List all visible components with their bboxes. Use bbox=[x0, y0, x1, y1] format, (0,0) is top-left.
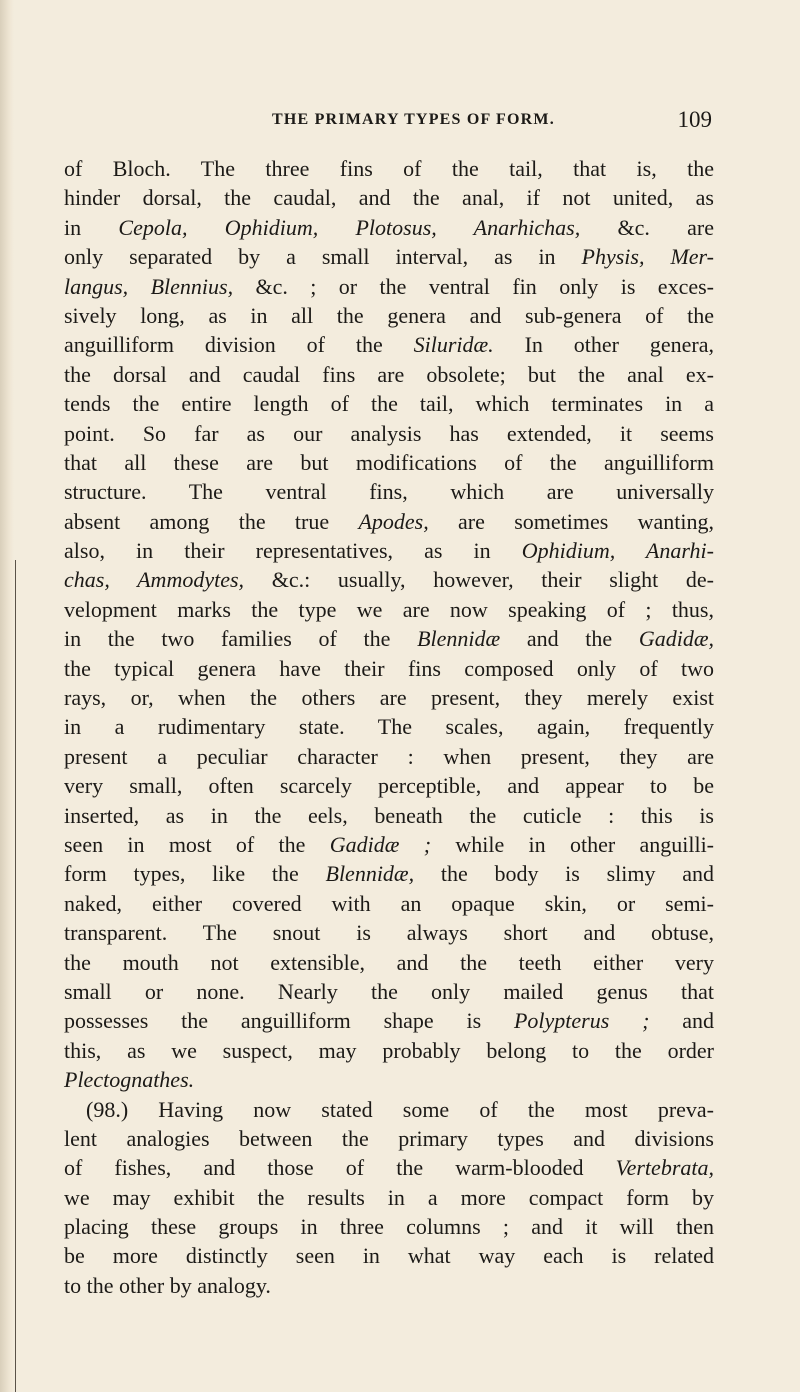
text-line bbox=[64, 183, 714, 212]
text-run: form types, like the bbox=[64, 861, 326, 887]
text-line bbox=[64, 1065, 714, 1094]
text-line bbox=[64, 918, 714, 947]
text-run: this, as we suspect, may probably belong to the order bbox=[64, 1037, 714, 1063]
text-run: and bbox=[649, 1008, 714, 1034]
text-line bbox=[64, 1212, 714, 1241]
text-run: in bbox=[64, 214, 119, 240]
running-head bbox=[272, 107, 712, 137]
text-line bbox=[64, 977, 714, 1006]
text-run: also, in their representatives, as in bbox=[64, 538, 522, 564]
text-line bbox=[64, 771, 714, 800]
text-line bbox=[64, 419, 714, 448]
text-line bbox=[64, 301, 714, 330]
text-run: of Bloch. The three fins of the tail, that is, the bbox=[64, 156, 714, 181]
text-run: while in other anguilli- bbox=[431, 831, 715, 857]
text-run: hinder dorsal, the caudal, and the anal, if not united, as bbox=[64, 185, 714, 211]
text-run: naked, either covered with an opaque skin, or semi- bbox=[64, 890, 714, 916]
text-run: the typical genera have their fins composed only of two bbox=[64, 655, 714, 681]
text-run: transparent. The snout is always short and obtuse, bbox=[64, 920, 714, 946]
text-run: seen in most of the bbox=[64, 831, 330, 857]
italic-text: Vertebrata, bbox=[615, 1155, 714, 1181]
italic-text: Cepola, Ophidium, Plotosus, Anarhichas, bbox=[118, 214, 581, 240]
text-run: very small, often scarcely perceptible, and appear to be bbox=[64, 773, 714, 799]
italic-text: Polypterus ; bbox=[513, 1008, 650, 1034]
text-line bbox=[64, 154, 714, 183]
text-line bbox=[64, 565, 714, 594]
text-line bbox=[64, 1183, 714, 1212]
text-run: point. So far as our analysis has extended, it seems bbox=[64, 420, 714, 446]
text-line bbox=[64, 1271, 714, 1300]
italic-text: Plectognathes. bbox=[64, 1067, 195, 1093]
text-line bbox=[64, 389, 714, 418]
text-line bbox=[64, 330, 714, 359]
text-run: &c. ; or the ventral fin only is exces- bbox=[233, 273, 714, 299]
text-run: to the other by analogy. bbox=[64, 1272, 271, 1298]
text-line bbox=[64, 889, 714, 918]
text-run: structure. The ventral fins, which are universally bbox=[64, 479, 714, 505]
text-run: lent analogies between the primary types and divisions bbox=[64, 1125, 714, 1151]
text-run: rays, or, when the others are present, they merely exist bbox=[64, 685, 714, 711]
italic-text: Blennidæ bbox=[417, 626, 501, 652]
text-line bbox=[64, 360, 714, 389]
text-line bbox=[64, 830, 714, 859]
text-line bbox=[64, 507, 714, 536]
text-run: in the two families of the bbox=[64, 626, 418, 652]
text-run: the dorsal and caudal fins are obsolete; but the anal ex- bbox=[64, 361, 714, 387]
text-line bbox=[64, 595, 714, 624]
text-run: the body is slimy and bbox=[414, 861, 714, 887]
text-run: that all these are but modifications of the anguilliform bbox=[64, 449, 714, 475]
text-line bbox=[64, 1095, 714, 1124]
paragraph bbox=[64, 1095, 714, 1301]
text-line bbox=[64, 242, 714, 271]
text-run: anguilliform division of the bbox=[64, 332, 414, 358]
page-number: 109 bbox=[677, 107, 712, 132]
text-line bbox=[64, 1153, 714, 1182]
text-run: (98.) Having now stated some of the most preva- bbox=[86, 1096, 714, 1122]
text-line bbox=[64, 272, 714, 301]
text-run: and the bbox=[500, 626, 639, 652]
text-line bbox=[64, 859, 714, 888]
text-run: tends the entire length of the tail, which terminates in a bbox=[64, 391, 714, 417]
page-edge-line bbox=[15, 560, 16, 1392]
italic-text: Siluridæ. bbox=[413, 332, 494, 358]
text-line bbox=[64, 1036, 714, 1065]
italic-text: chas, Ammodytes, bbox=[64, 567, 245, 593]
italic-text: langus, Blennius, bbox=[64, 273, 234, 299]
text-line bbox=[64, 683, 714, 712]
text-run: present a peculiar character : when present, they are bbox=[64, 743, 714, 769]
running-title: THE PRIMARY TYPES OF FORM. bbox=[272, 111, 555, 128]
italic-text: Ophidium, Anarhi- bbox=[521, 538, 714, 564]
text-run: are sometimes wanting, bbox=[428, 508, 714, 534]
page-edge-shadow bbox=[0, 0, 14, 1392]
text-line bbox=[64, 742, 714, 771]
text-run: absent among the true bbox=[64, 508, 359, 534]
text-run: we may exhibit the results in a more compact form by bbox=[64, 1184, 714, 1210]
text-line bbox=[64, 712, 714, 741]
text-run: velopment marks the type we are now speaking of ; thus, bbox=[64, 596, 714, 622]
text-line bbox=[64, 477, 714, 506]
text-line bbox=[64, 801, 714, 830]
text-run: inserted, as in the eels, beneath the cuticle : this is bbox=[64, 802, 714, 828]
text-run: small or none. Nearly the only mailed genus that bbox=[64, 978, 714, 1004]
body-text bbox=[64, 154, 714, 1300]
italic-text: Blennidæ, bbox=[325, 861, 415, 887]
text-line bbox=[64, 213, 714, 242]
text-line bbox=[64, 536, 714, 565]
text-run: &c.: usually, however, their slight de- bbox=[244, 567, 714, 593]
italic-text: Gadidæ, bbox=[638, 626, 714, 652]
paragraph bbox=[64, 154, 714, 1095]
italic-text: Physis, Mer- bbox=[581, 244, 714, 270]
text-run: sively long, as in all the genera and sub-genera of the bbox=[64, 302, 714, 328]
text-run: placing these groups in three columns ; and it will then bbox=[64, 1214, 714, 1240]
text-line bbox=[64, 1124, 714, 1153]
text-run: possesses the anguilliform shape is bbox=[64, 1008, 514, 1034]
text-run: be more distinctly seen in what way each is related bbox=[64, 1243, 714, 1269]
text-line bbox=[64, 654, 714, 683]
text-line bbox=[64, 1241, 714, 1270]
text-run: of fishes, and those of the warm-blooded bbox=[64, 1155, 616, 1181]
text-line bbox=[64, 948, 714, 977]
text-run: in a rudimentary state. The scales, again, frequently bbox=[64, 714, 714, 740]
text-line bbox=[64, 1006, 714, 1035]
text-run: only separated by a small interval, as in bbox=[64, 244, 582, 270]
italic-text: Gadidæ ; bbox=[329, 831, 432, 857]
text-run: In other genera, bbox=[493, 332, 714, 358]
text-run: &c. are bbox=[580, 214, 714, 240]
text-line bbox=[64, 624, 714, 653]
italic-text: Apodes, bbox=[358, 508, 429, 534]
text-run: the mouth not extensible, and the teeth either very bbox=[64, 949, 714, 975]
text-line bbox=[64, 448, 714, 477]
